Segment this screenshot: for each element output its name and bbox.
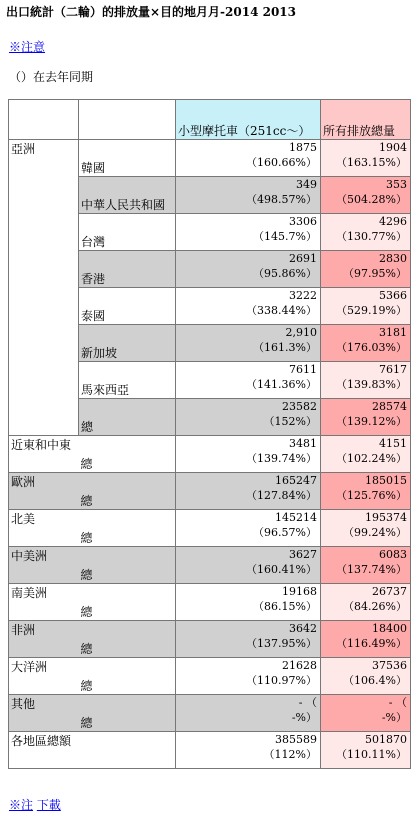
- total-emission-percent: （137.74%）: [336, 563, 407, 576]
- header-row: [9, 100, 411, 140]
- motorcycle-cell: [176, 436, 321, 473]
- total-emission-cell: [321, 140, 411, 177]
- total-emission-percent: （125.76%）: [336, 489, 407, 502]
- total-emission-percent: （116.49%）: [336, 637, 407, 650]
- region-label: 歐洲: [9, 473, 79, 510]
- total-emission-cell: [321, 325, 411, 362]
- motorcycle-percent: （139.74%）: [246, 452, 317, 465]
- region-label: 近東和中東: [9, 436, 79, 473]
- motorcycle-value: 165247: [275, 474, 317, 487]
- header-motorcycle: 小型摩托車（251cc～）: [176, 100, 321, 140]
- export-table: [8, 99, 411, 769]
- total-emission-value: 26737: [372, 585, 407, 598]
- total-emission-cell: [321, 695, 411, 732]
- total-emission-percent: （529.19%）: [336, 304, 407, 317]
- motorcycle-value: 349: [296, 178, 317, 191]
- motorcycle-value: - （: [298, 696, 317, 709]
- subregion-label: 韓國: [79, 140, 176, 177]
- motorcycle-cell: [176, 621, 321, 658]
- motorcycle-cell: [176, 251, 321, 288]
- total-emission-cell: [321, 658, 411, 695]
- table-row: [9, 584, 411, 621]
- table-row: [9, 140, 411, 177]
- motorcycle-value: 3627: [289, 548, 317, 561]
- motorcycle-percent: （498.57%）: [246, 193, 317, 206]
- total-emission-cell: [321, 584, 411, 621]
- subregion-label: 總: [79, 399, 176, 436]
- region-label: 大洋洲: [9, 658, 79, 695]
- total-emission-value: 3181: [379, 326, 407, 339]
- region-label: 中美洲: [9, 547, 79, 584]
- motorcycle-percent: （160.66%）: [246, 156, 317, 169]
- total-emission-cell: [321, 362, 411, 399]
- total-emission-value: 185015: [365, 474, 407, 487]
- grand-total-label: 各地區總額: [9, 732, 176, 769]
- total-emission-percent: （102.24%）: [336, 452, 407, 465]
- total-emission-value: 28574: [372, 400, 407, 413]
- motorcycle-percent: （145.7%）: [253, 230, 317, 243]
- table-row: [9, 436, 411, 473]
- total-emission-value: 37536: [372, 659, 407, 672]
- motorcycle-value: 21628: [282, 659, 317, 672]
- header-blank-2: [79, 100, 176, 140]
- subregion-label: 總: [79, 621, 176, 658]
- total-emission-percent: -%）: [381, 711, 407, 724]
- region-label: 其他: [9, 695, 79, 732]
- grand-total-motorcycle-percent: （112%）: [263, 748, 317, 761]
- total-emission-percent: （163.15%）: [336, 156, 407, 169]
- total-emission-percent: （84.26%）: [343, 600, 407, 613]
- total-emission-cell: [321, 510, 411, 547]
- total-emission-value: 4296: [379, 215, 407, 228]
- subregion-label: 總: [79, 547, 176, 584]
- download-link[interactable]: 下載: [36, 798, 61, 812]
- table-row: [9, 658, 411, 695]
- page-title: 出口統計（二輪）的排放量×目的地月月-2014 2013: [6, 5, 297, 19]
- motorcycle-cell: [176, 695, 321, 732]
- motorcycle-cell: [176, 325, 321, 362]
- subregion-label: 總: [79, 436, 176, 473]
- motorcycle-cell: [176, 473, 321, 510]
- subregion-label: 台灣: [79, 214, 176, 251]
- total-emission-cell: [321, 547, 411, 584]
- motorcycle-value: 19168: [282, 585, 317, 598]
- table-row: [9, 695, 411, 732]
- total-emission-cell: [321, 251, 411, 288]
- subregion-label: 新加坡: [79, 325, 176, 362]
- motorcycle-value: 1875: [289, 141, 317, 154]
- total-emission-cell: [321, 621, 411, 658]
- motorcycle-value: 145214: [275, 511, 317, 524]
- total-emission-percent: （176.03%）: [336, 341, 407, 354]
- total-emission-value: 5366: [379, 289, 407, 302]
- motorcycle-percent: （110.97%）: [246, 674, 317, 687]
- total-emission-percent: （130.77%）: [336, 230, 407, 243]
- subregion-label: 總: [79, 510, 176, 547]
- table-row: [9, 473, 411, 510]
- grand-total-emission-value: 501870: [365, 733, 407, 746]
- motorcycle-value: 2691: [289, 252, 317, 265]
- table-row: [9, 510, 411, 547]
- motorcycle-cell: [176, 399, 321, 436]
- total-emission-cell: [321, 288, 411, 325]
- motorcycle-percent: （141.36%）: [246, 378, 317, 391]
- total-emission-percent: （97.95%）: [343, 267, 407, 280]
- total-emission-cell: [321, 399, 411, 436]
- region-label: 南美洲: [9, 584, 79, 621]
- total-emission-cell: [321, 214, 411, 251]
- motorcycle-percent: （338.44%）: [246, 304, 317, 317]
- grand-total-emission: [321, 732, 411, 769]
- motorcycle-percent: （152%）: [263, 415, 317, 428]
- total-emission-value: 7617: [379, 363, 407, 376]
- total-emission-value: - （: [388, 696, 407, 709]
- motorcycle-percent: （96.57%）: [253, 526, 317, 539]
- table-row: [9, 547, 411, 584]
- subregion-label: 總: [79, 658, 176, 695]
- total-emission-percent: （139.12%）: [336, 415, 407, 428]
- motorcycle-cell: [176, 510, 321, 547]
- total-emission-percent: （504.28%）: [336, 193, 407, 206]
- subregion-label: 馬來西亞: [79, 362, 176, 399]
- total-emission-percent: （99.24%）: [343, 526, 407, 539]
- motorcycle-percent: -%）: [291, 711, 317, 724]
- motorcycle-cell: [176, 288, 321, 325]
- motorcycle-cell: [176, 658, 321, 695]
- motorcycle-percent: （137.95%）: [246, 637, 317, 650]
- motorcycle-percent: （160.41%）: [246, 563, 317, 576]
- total-emission-percent: （106.4%）: [343, 674, 407, 687]
- total-emission-value: 4151: [379, 437, 407, 450]
- total-emission-cell: [321, 473, 411, 510]
- subregion-label: 香港: [79, 251, 176, 288]
- total-emission-percent: （139.83%）: [336, 378, 407, 391]
- subregion-label: 中華人民共和國: [79, 177, 176, 214]
- motorcycle-cell: [176, 214, 321, 251]
- motorcycle-cell: [176, 547, 321, 584]
- total-emission-value: 353: [386, 178, 407, 191]
- motorcycle-cell: [176, 177, 321, 214]
- grand-total-row: [9, 732, 411, 769]
- total-emission-value: 2830: [379, 252, 407, 265]
- motorcycle-value: 3222: [289, 289, 317, 302]
- grand-total-motorcycle-value: 385589: [275, 733, 317, 746]
- subregion-label: 總: [79, 695, 176, 732]
- motorcycle-value: 23582: [282, 400, 317, 413]
- table-row: [9, 621, 411, 658]
- motorcycle-percent: （127.84%）: [246, 489, 317, 502]
- motorcycle-value: 3481: [289, 437, 317, 450]
- total-emission-cell: [321, 177, 411, 214]
- total-emission-value: 195374: [365, 511, 407, 524]
- motorcycle-cell: [176, 584, 321, 621]
- footer-note-link[interactable]: ※注: [9, 798, 34, 812]
- paren-note: （）在去年同期: [9, 70, 94, 84]
- motorcycle-percent: （86.15%）: [253, 600, 317, 613]
- header-blank: [9, 100, 79, 140]
- subregion-label: 泰國: [79, 288, 176, 325]
- motorcycle-value: 7611: [289, 363, 317, 376]
- subregion-label: 總: [79, 473, 176, 510]
- motorcycle-percent: （161.3%）: [253, 341, 317, 354]
- region-label: 非洲: [9, 621, 79, 658]
- region-label: 亞洲: [9, 140, 79, 436]
- total-emission-cell: [321, 436, 411, 473]
- motorcycle-percent: （95.86%）: [253, 267, 317, 280]
- header-total-emission: 所有排放總量: [321, 100, 411, 140]
- motorcycle-value: 2,910: [285, 326, 317, 339]
- grand-total-emission-percent: （110.11%）: [336, 748, 407, 761]
- total-emission-value: 6083: [379, 548, 407, 561]
- motorcycle-cell: [176, 362, 321, 399]
- region-label: 北美: [9, 510, 79, 547]
- motorcycle-cell: [176, 140, 321, 177]
- subregion-label: 總: [79, 584, 176, 621]
- total-emission-value: 1904: [379, 141, 407, 154]
- motorcycle-value: 3306: [289, 215, 317, 228]
- note-link[interactable]: ※注意: [9, 40, 46, 54]
- motorcycle-value: 3642: [289, 622, 317, 635]
- total-emission-value: 18400: [372, 622, 407, 635]
- grand-total-motorcycle: [176, 732, 321, 769]
